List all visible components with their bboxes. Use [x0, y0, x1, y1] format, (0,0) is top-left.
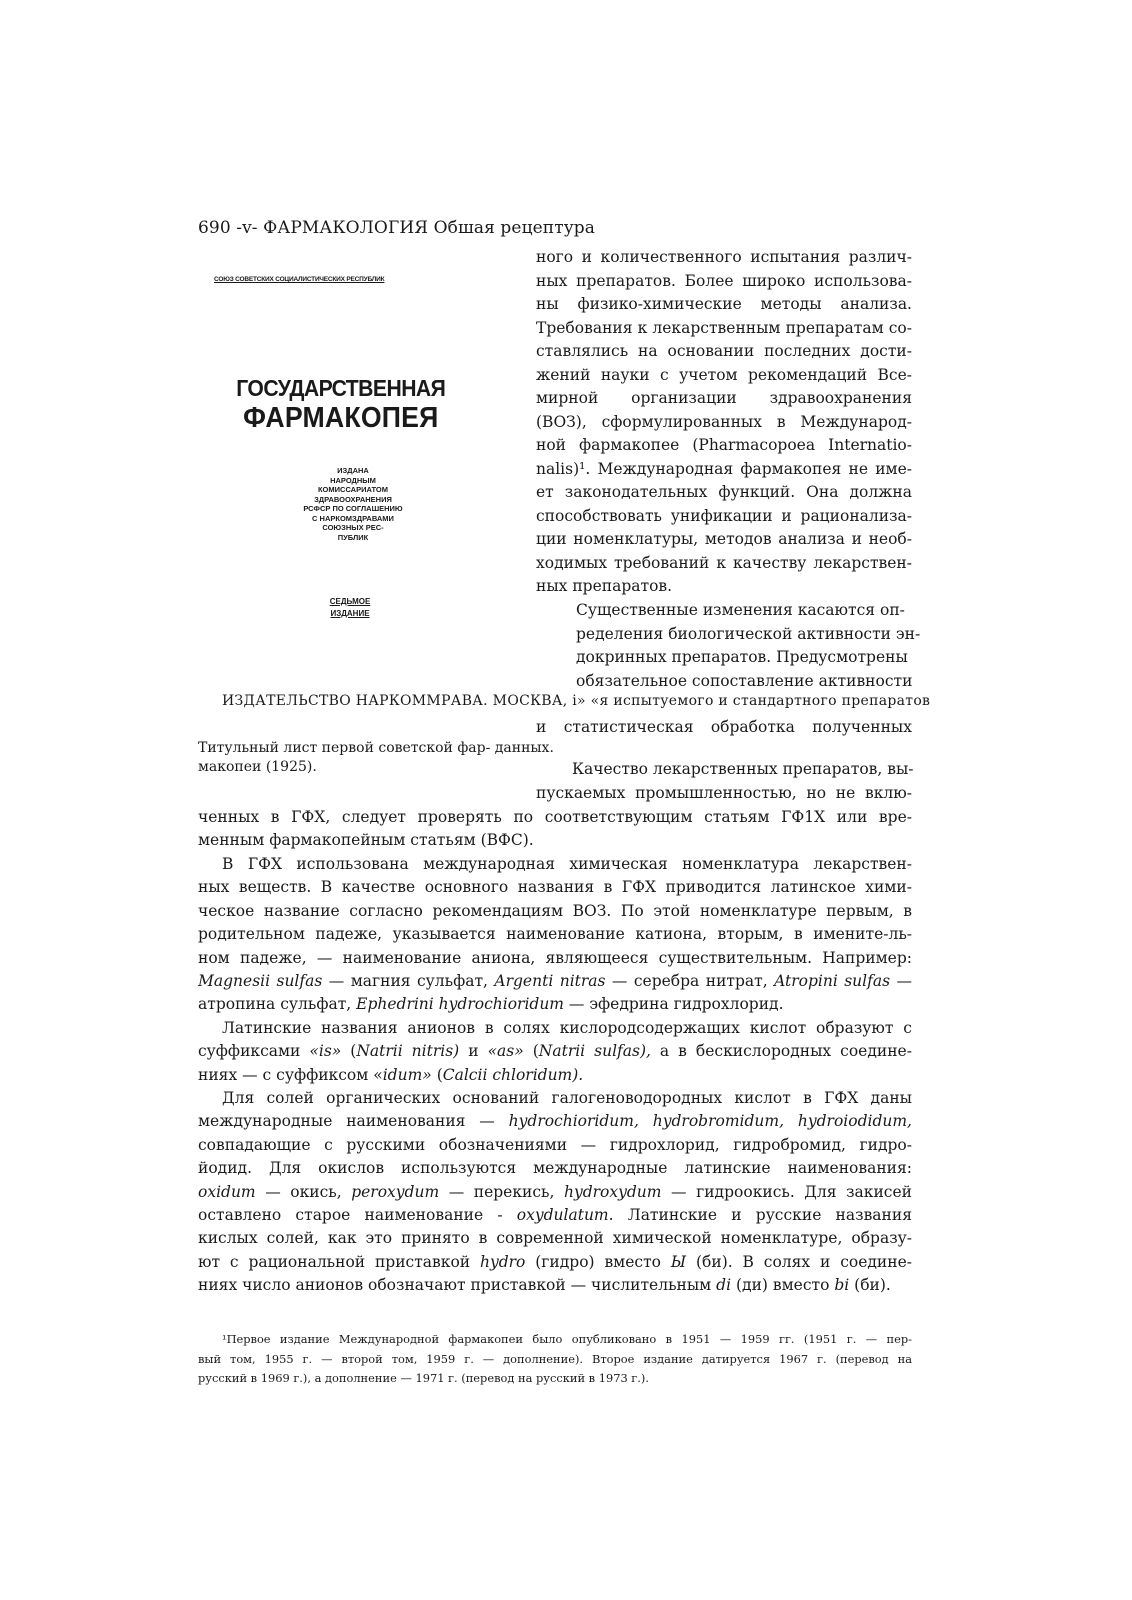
- text-line: ном падеже, — наименование аниона, являющееся существительным. Например:: [198, 948, 912, 967]
- latin-term: idum»: [382, 1065, 432, 1084]
- text-line: Для солей органических оснований галогеноводородных кислот в ГФХ даны: [222, 1089, 912, 1107]
- publisher-line: ЗДРАВООХРАНЕНИЯ: [314, 494, 392, 504]
- publisher-line: ИЗДАНА: [337, 466, 369, 475]
- text-line: жений науки с учетом рекомендаций Все-: [536, 365, 912, 384]
- figure-top-line: СОЮЗ СОВЕТСКИХ СОЦИАЛИСТИЧЕСКИХ РЕСПУБЛИК: [214, 276, 385, 283]
- text-fragment: — магния сульфат,: [322, 971, 495, 990]
- text-line: ной фармакопее (Pharmacopoea Internatio-: [536, 436, 912, 454]
- text-fragment: (: [431, 1065, 443, 1084]
- figure-title-line-2: ФАРМАКОПЕЯ: [243, 402, 439, 434]
- latin-term: Natrii sulfas),: [538, 1042, 651, 1061]
- footnote-line: ¹Первое издание Международной фармакопеи было опубликовано в 1951 — 1959 гг. (1951 г. — пер-: [222, 1332, 912, 1346]
- edition-line: СЕДЬМОЕ: [329, 597, 371, 606]
- text-fragment: а в бескислородных соедине-: [650, 1042, 912, 1061]
- text-fragment: ниях — с суффиксом «: [198, 1065, 383, 1084]
- text-line: Существенные изменения касаются оп-: [576, 601, 905, 619]
- text-line: [198, 1181, 912, 1204]
- text-fragment: —: [890, 971, 912, 990]
- latin-term: Ephedrini hydrochioridum: [356, 995, 564, 1014]
- latin-term: bi: [834, 1276, 850, 1295]
- latin-term: hydrochioridum, hydrobromidum, hydroiodidum,: [508, 1112, 912, 1131]
- text-line: [198, 1064, 912, 1087]
- latin-term: Atropini sulfas: [774, 971, 891, 990]
- text-fragment: (гидро) вместо: [525, 1252, 671, 1271]
- text-line: [198, 1204, 912, 1227]
- text-fragment: (ди) вместо: [731, 1276, 835, 1295]
- text-line: Требования к лекарственным препаратам со-: [536, 318, 912, 337]
- text-line: ного и количественного испытания различ-: [536, 248, 912, 266]
- latin-term: oxidum: [198, 1182, 256, 1201]
- publisher-line: НАРОДНЫМ: [330, 475, 376, 485]
- latin-term: peroxydum: [351, 1182, 440, 1201]
- text-line: [198, 1251, 912, 1274]
- anions-paragraph: [198, 1017, 912, 1087]
- text-line: ны физико-химические методы анализа.: [536, 295, 912, 313]
- text-line: менным фармакопейным статьям (ВФС).: [198, 831, 534, 850]
- latin-term: Ы: [670, 1252, 687, 1271]
- footnote-line: вый том, 1955 г. — второй том, 1959 г. — дополнение). Второе издание датируется 1967 г. (перевод на: [198, 1351, 912, 1366]
- latin-term: hydroxydum: [563, 1182, 662, 1201]
- text-line: ных веществ. В качестве основного названия в ГФХ приводится латинское хими-: [198, 878, 912, 897]
- edition-line: ИЗДАНИЕ: [330, 609, 370, 618]
- examples-line: [198, 970, 912, 993]
- text-fragment: оставлено старое наименование -: [198, 1205, 517, 1224]
- text-fragment: атропина сульфат,: [198, 995, 357, 1014]
- figure-bottom-line: ИЗДАТЕЛЬСТВО НАРКОММРАВА. МОСКВА, i» «я испытуемого и стандартного препаратов: [222, 693, 931, 709]
- text-line: Качество лекарственных препаратов, вы-: [572, 760, 914, 778]
- nomenclature-paragraph: [198, 853, 912, 1017]
- text-fragment: (: [341, 1042, 357, 1061]
- text-line: и статистическая обработка полученных: [536, 718, 912, 736]
- quality-paragraph-start: [572, 758, 914, 782]
- text-line: мирной организации здравоохранения: [536, 389, 912, 407]
- caption-line: макопеи (1925).: [198, 759, 317, 775]
- text-line: [198, 1110, 912, 1133]
- text-line: ческое название согласно рекомендациям ВОЗ. По этой номенклатуре первым, в: [198, 901, 912, 920]
- text-fragment: Латинские и русские названия: [613, 1205, 912, 1224]
- text-fragment: международные наименования —: [198, 1112, 509, 1131]
- examples-line: [198, 993, 912, 1016]
- right-column-paragraph-2: [576, 599, 921, 693]
- latin-term: Argenti nitras: [494, 971, 606, 990]
- figure-caption: [198, 739, 554, 777]
- caption-line: Титульный лист первой советской фар- данных.: [198, 740, 554, 756]
- text-fragment: ют с рациональной приставкой: [198, 1252, 480, 1271]
- publisher-line: СОЮЗНЫХ РЕС-: [322, 523, 384, 532]
- figure-title: [235, 374, 447, 434]
- page-header: 690 -v- ФАРМАКОЛОГИЯ Обшая рецептура: [198, 218, 596, 238]
- publisher-line: РСФСР ПО СОГЛАШЕНИЮ: [303, 504, 403, 513]
- text-line: способствовать унификации и рационализа-: [536, 506, 912, 525]
- publisher-line: КОМИССАРИАТОМ: [317, 485, 389, 494]
- latin-term: di: [716, 1276, 732, 1295]
- text-line: ет законодательных функций. Она должна: [536, 483, 912, 501]
- latin-term: Magnesii sulfas: [198, 971, 323, 990]
- text-line: ции номенклатуры, методов анализа и необ-: [536, 530, 912, 548]
- right-column-line: [536, 716, 912, 740]
- text-fragment: (: [523, 1042, 539, 1061]
- publisher-line: ПУБЛИК: [337, 532, 369, 542]
- figure-title-line-1: ГОСУДАРСТВЕННАЯ: [236, 375, 446, 401]
- text-line: (ВОЗ), сформулированных в Международ-: [536, 412, 912, 431]
- publisher-line: С НАРКОМЗДРАВАМИ: [312, 513, 394, 523]
- figure-publisher: [288, 466, 418, 542]
- text-fragment: — перекись,: [439, 1182, 564, 1201]
- text-line: ределения биологической активности эн-: [576, 624, 921, 643]
- text-line: В ГФХ использована международная химическая номенклатура лекарствен-: [222, 855, 912, 873]
- text-line: ных препаратов.: [536, 577, 673, 595]
- text-line: ходимых требований к качеству лекарствен-: [536, 553, 912, 572]
- text-line: кислых солей, как это принято в современной химической номенклатуре, образу-: [198, 1229, 912, 1248]
- text-line: nalis)¹. Международная фармакопея не име-: [536, 459, 912, 478]
- latin-term: oxydulatum.: [516, 1205, 614, 1224]
- text-fragment: и: [459, 1042, 488, 1061]
- right-column-text: [536, 246, 912, 599]
- footnote: [198, 1330, 912, 1389]
- text-line: йодид. Для окислов используются международные латинские наименования:: [198, 1159, 912, 1178]
- text-line: Латинские названия анионов в солях кислородсодержащих кислот образуют с: [222, 1019, 912, 1037]
- latin-term: Natrii nitris): [356, 1042, 460, 1061]
- text-line: пускаемых промышленностью, но не вклю-: [536, 784, 912, 802]
- text-line: обязательное сопоставление активности: [576, 671, 913, 690]
- text-line: родительном падеже, указывается наименование катиона, вторым, в имените-ль-: [198, 925, 912, 944]
- text-line: ченных в ГФХ, следует проверять по соответствующим статьям ГФ1Х или вре-: [198, 808, 912, 826]
- latin-term: «is»: [309, 1042, 342, 1061]
- text-line: совпадающие с русскими обозначениями — гидрохлорид, гидробромид, гидро-: [198, 1135, 912, 1154]
- text-fragment: суффиксами: [198, 1042, 310, 1061]
- footnote-line: русский в 1969 г.), а дополнение — 1971 г. (перевод на русский в 1973 г.).: [198, 1371, 649, 1385]
- text-line: докринных препаратов. Предусмотрены: [576, 648, 908, 666]
- latin-term: «as»: [487, 1042, 524, 1061]
- text-fragment: — окись,: [255, 1182, 352, 1201]
- figure-edition: [320, 596, 380, 620]
- latin-term: Calcii chloridum).: [442, 1065, 584, 1084]
- quality-paragraph-line: [536, 782, 912, 806]
- text-line: [198, 1040, 912, 1063]
- text-fragment: ниях число анионов обозначают приставкой — числительным: [198, 1276, 717, 1295]
- text-fragment: — эфедрина гидрохлорид.: [564, 995, 784, 1014]
- latin-term: hydro: [479, 1252, 526, 1271]
- text-fragment: — гидроокись. Для закисей: [661, 1182, 912, 1201]
- text-fragment: — серебра нитрат,: [605, 971, 775, 990]
- text-fragment: (би).: [849, 1276, 891, 1295]
- quality-paragraph: [198, 806, 912, 853]
- text-line: ных препаратов. Более широко использова-: [536, 271, 912, 290]
- text-line: [198, 1274, 912, 1297]
- salts-paragraph: [198, 1087, 912, 1298]
- text-fragment: (би). В солях и соедине-: [686, 1252, 912, 1271]
- text-line: ставлялись на основании последних дости-: [536, 342, 912, 360]
